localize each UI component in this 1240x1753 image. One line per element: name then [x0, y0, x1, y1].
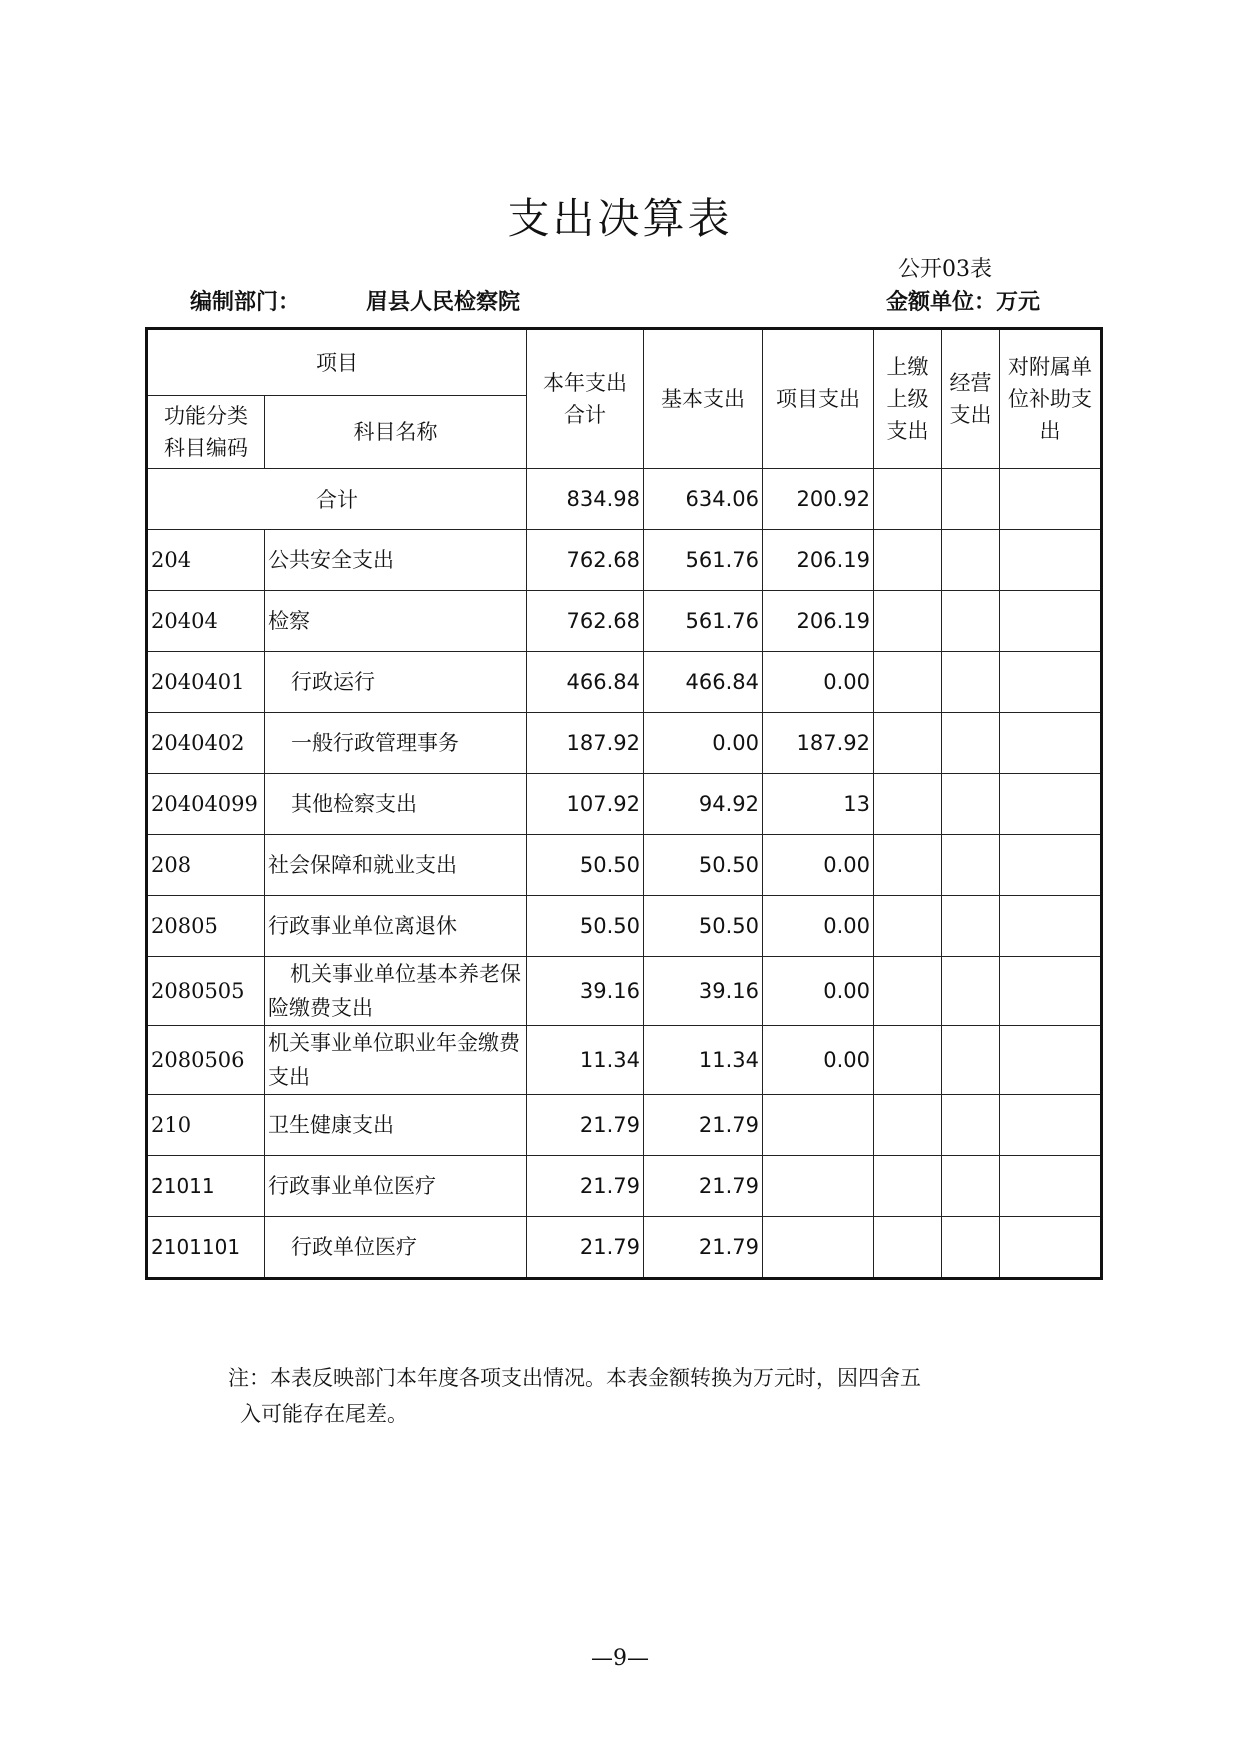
- cell-upper: [874, 469, 942, 530]
- cell-upper: [874, 1217, 942, 1279]
- table-row: [147, 957, 1102, 1026]
- cell-business: [942, 713, 1000, 774]
- table-row: [147, 835, 1102, 896]
- cell-project: 0.00: [763, 835, 874, 896]
- header-business: 经营支出: [942, 329, 1000, 469]
- cell-project: 0.00: [763, 896, 874, 957]
- cell-total: 50.50: [527, 835, 644, 896]
- cell-subsidy: [1000, 713, 1102, 774]
- cell-subsidy: [1000, 896, 1102, 957]
- table-row: [147, 530, 1102, 591]
- cell-basic: 39.16: [644, 957, 763, 1026]
- cell-project: 0.00: [763, 652, 874, 713]
- cell-total: 107.92: [527, 774, 644, 835]
- cell-total: 21.79: [527, 1217, 644, 1279]
- table-row: [147, 774, 1102, 835]
- cell-business: [942, 896, 1000, 957]
- cell-upper: [874, 713, 942, 774]
- cell-name: 行政事业单位医疗: [265, 1156, 527, 1217]
- header-name: 科目名称: [265, 396, 527, 469]
- table-row: [147, 591, 1102, 652]
- unit-label: 金额单位：万元: [886, 289, 1041, 315]
- cell-business: [942, 957, 1000, 1026]
- cell-subsidy: [1000, 957, 1102, 1026]
- cell-subsidy: [1000, 652, 1102, 713]
- cell-subsidy: [1000, 591, 1102, 652]
- cell-business: [942, 469, 1000, 530]
- note-line-1: 注：本表反映部门本年度各项支出情况。本表金额转换为万元时，因四舍五: [228, 1366, 921, 1390]
- cell-name: 检察: [265, 591, 527, 652]
- table-row: [147, 896, 1102, 957]
- page-title: 支出决算表: [507, 194, 733, 243]
- dept-label: 编制部门：: [190, 289, 301, 315]
- cell-code: 208: [147, 835, 265, 896]
- form-number: 公开03表: [898, 257, 992, 282]
- table-row: [147, 713, 1102, 774]
- cell-code: 2101101: [147, 1217, 265, 1279]
- cell-code: 204: [147, 530, 265, 591]
- cell-name: 行政单位医疗: [265, 1217, 527, 1279]
- cell-total: 834.98: [527, 469, 644, 530]
- table-row: [147, 1026, 1102, 1095]
- cell-basic: 11.34: [644, 1026, 763, 1095]
- cell-code: 2080505: [147, 957, 265, 1026]
- cell-total: 762.68: [527, 591, 644, 652]
- header-total: 本年支出合计: [527, 329, 644, 469]
- cell-basic: 50.50: [644, 896, 763, 957]
- cell-name: 公共安全支出: [265, 530, 527, 591]
- cell-upper: [874, 591, 942, 652]
- cell-project: [763, 1156, 874, 1217]
- cell-total: 762.68: [527, 530, 644, 591]
- header-code: 功能分类科目编码: [147, 396, 265, 469]
- cell-business: [942, 1026, 1000, 1095]
- cell-total: 11.34: [527, 1026, 644, 1095]
- cell-upper: [874, 957, 942, 1026]
- cell-business: [942, 1217, 1000, 1279]
- cell-subsidy: [1000, 530, 1102, 591]
- note-line-2: 入可能存在尾差。: [240, 1402, 408, 1426]
- cell-project: 0.00: [763, 1026, 874, 1095]
- cell-basic: 94.92: [644, 774, 763, 835]
- cell-subsidy: [1000, 1026, 1102, 1095]
- table-row: [147, 652, 1102, 713]
- cell-business: [942, 835, 1000, 896]
- cell-business: [942, 1095, 1000, 1156]
- cell-basic: 561.76: [644, 530, 763, 591]
- cell-code: 2040401: [147, 652, 265, 713]
- cell-project: [763, 1217, 874, 1279]
- cell-upper: [874, 835, 942, 896]
- cell-total: 50.50: [527, 896, 644, 957]
- cell-upper: [874, 1095, 942, 1156]
- cell-basic: 561.76: [644, 591, 763, 652]
- cell-business: [942, 1156, 1000, 1217]
- cell-name: 行政运行: [265, 652, 527, 713]
- cell-subsidy: [1000, 1156, 1102, 1217]
- cell-upper: [874, 774, 942, 835]
- cell-business: [942, 530, 1000, 591]
- table-note: [228, 1360, 1068, 1432]
- cell-basic: 21.79: [644, 1095, 763, 1156]
- cell-subsidy: [1000, 1217, 1102, 1279]
- cell-project: 206.19: [763, 591, 874, 652]
- cell-code: 20404099: [147, 774, 265, 835]
- cell-business: [942, 652, 1000, 713]
- total-label: 合计: [147, 469, 527, 530]
- cell-business: [942, 774, 1000, 835]
- cell-total: 187.92: [527, 713, 644, 774]
- cell-project: 206.19: [763, 530, 874, 591]
- cell-total: 39.16: [527, 957, 644, 1026]
- cell-basic: 634.06: [644, 469, 763, 530]
- cell-project: 200.92: [763, 469, 874, 530]
- cell-project: 13: [763, 774, 874, 835]
- cell-subsidy: [1000, 835, 1102, 896]
- cell-upper: [874, 652, 942, 713]
- cell-basic: 21.79: [644, 1156, 763, 1217]
- cell-name: 其他检察支出: [265, 774, 527, 835]
- cell-project: 187.92: [763, 713, 874, 774]
- cell-name: 卫生健康支出: [265, 1095, 527, 1156]
- table-row: [147, 1095, 1102, 1156]
- header-project: 项目支出: [763, 329, 874, 469]
- cell-upper: [874, 896, 942, 957]
- cell-basic: 21.79: [644, 1217, 763, 1279]
- cell-basic: 50.50: [644, 835, 763, 896]
- header-basic: 基本支出: [644, 329, 763, 469]
- cell-code: 20805: [147, 896, 265, 957]
- cell-project: [763, 1095, 874, 1156]
- cell-total: 21.79: [527, 1095, 644, 1156]
- page-number: —9—: [591, 1646, 649, 1671]
- cell-business: [942, 591, 1000, 652]
- cell-name: 行政事业单位离退休: [265, 896, 527, 957]
- header-upper: 上缴上级支出: [874, 329, 942, 469]
- cell-basic: 0.00: [644, 713, 763, 774]
- cell-basic: 466.84: [644, 652, 763, 713]
- header-subsidy: 对附属单位补助支出: [1000, 329, 1102, 469]
- cell-code: 210: [147, 1095, 265, 1156]
- cell-name: 一般行政管理事务: [265, 713, 527, 774]
- cell-project: 0.00: [763, 957, 874, 1026]
- table-row: [147, 1156, 1102, 1217]
- cell-name: 机关事业单位基本养老保险缴费支出: [265, 957, 527, 1026]
- table-row-total: [147, 469, 1102, 530]
- header-item: 项目: [147, 329, 527, 396]
- cell-subsidy: [1000, 774, 1102, 835]
- cell-upper: [874, 1156, 942, 1217]
- cell-code: 2040402: [147, 713, 265, 774]
- cell-total: 466.84: [527, 652, 644, 713]
- dept-name: 眉县人民检察院: [366, 289, 521, 315]
- cell-total: 21.79: [527, 1156, 644, 1217]
- cell-code: 2080506: [147, 1026, 265, 1095]
- cell-subsidy: [1000, 1095, 1102, 1156]
- table-row: [147, 1217, 1102, 1279]
- cell-code: 21011: [147, 1156, 265, 1217]
- cell-upper: [874, 530, 942, 591]
- cell-subsidy: [1000, 469, 1102, 530]
- cell-upper: [874, 1026, 942, 1095]
- expenditure-table: [145, 327, 1103, 1280]
- cell-name: 社会保障和就业支出: [265, 835, 527, 896]
- cell-code: 20404: [147, 591, 265, 652]
- cell-name: 机关事业单位职业年金缴费支出: [265, 1026, 527, 1095]
